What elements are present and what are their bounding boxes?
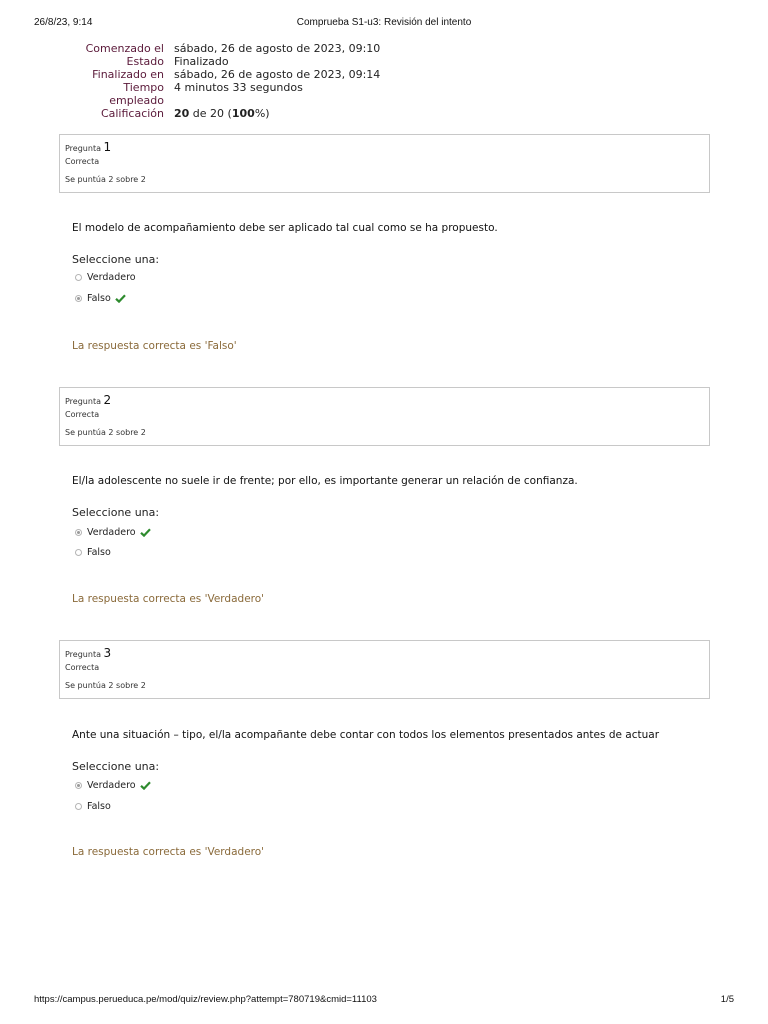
radio-button-selected[interactable] [75, 782, 82, 789]
question-state: Correcta [65, 663, 100, 672]
option-label: Falso [87, 292, 111, 304]
page-number: 1/5 [720, 994, 734, 1005]
question-grade: Se puntúa 2 sobre 2 [65, 681, 146, 690]
print-title: Comprueba S1-u3: Revisión del intento [296, 17, 472, 28]
question-info-2 [59, 387, 710, 446]
question-state: Correcta [65, 157, 100, 166]
question-text-2: El/la adolescente no suele ir de frente; por ello, es importante generar un relación de confianza. [72, 475, 578, 487]
started-value: sábado, 26 de agosto de 2023, 09:10 [174, 42, 381, 55]
print-date: 26/8/23, 9:14 [34, 17, 93, 28]
select-prompt-1: Seleccione una: [72, 253, 160, 266]
question-number-line [65, 393, 704, 407]
finished-label: Finalizado en [92, 68, 164, 81]
question-number: 1 [103, 140, 112, 154]
correct-answer-feedback-3: La respuesta correcta es 'Verdadero' [72, 846, 265, 858]
question-number-line [65, 646, 704, 660]
question-grade: Se puntúa 2 sobre 2 [65, 175, 146, 184]
option-label: Falso [87, 800, 111, 812]
option-falso-1[interactable] [75, 291, 126, 305]
select-prompt-2: Seleccione una: [72, 506, 160, 519]
grade-value [170, 107, 380, 120]
check-icon [140, 528, 151, 537]
radio-button-selected[interactable] [75, 295, 82, 302]
summary-row-time [60, 81, 380, 107]
correct-answer-feedback-2: La respuesta correcta es 'Verdadero' [72, 593, 265, 605]
time-label-line-1: Tiempo [123, 81, 164, 94]
print-header [34, 17, 734, 31]
radio-button[interactable] [75, 803, 82, 810]
time-label-line-2: empleado [109, 94, 164, 107]
finished-value: sábado, 26 de agosto de 2023, 09:14 [174, 68, 381, 81]
state-value: Finalizado [174, 55, 229, 68]
attempt-summary [60, 42, 700, 120]
option-falso-3[interactable] [75, 799, 111, 813]
question-grade: Se puntúa 2 sobre 2 [65, 428, 146, 437]
grade-percent: 100 [231, 107, 255, 120]
option-label: Verdadero [87, 526, 136, 538]
radio-button[interactable] [75, 274, 82, 281]
grade-of: de 20 ( [189, 107, 232, 120]
check-icon [140, 781, 151, 790]
grade-label: Calificación [100, 107, 164, 120]
time-value: 4 minutos 33 segundos [174, 81, 303, 94]
question-info-3 [59, 640, 710, 699]
option-verdadero-2[interactable] [75, 525, 151, 539]
question-state: Correcta [65, 410, 100, 419]
question-number-line [65, 140, 704, 154]
grade-score: 20 [174, 107, 190, 120]
radio-button[interactable] [75, 549, 82, 556]
question-label: Pregunta [65, 397, 101, 406]
question-label: Pregunta [65, 144, 101, 153]
radio-button-selected[interactable] [75, 529, 82, 536]
question-text-3: Ante una situación – tipo, el/la acompañante debe contar con todos los elementos presentados antes de actuar [72, 729, 660, 741]
option-verdadero-1[interactable] [75, 270, 136, 284]
option-label: Verdadero [87, 779, 136, 791]
question-label: Pregunta [65, 650, 101, 659]
state-label: Estado [126, 55, 164, 68]
attempt-summary-table [60, 42, 380, 120]
question-info-1 [59, 134, 710, 193]
option-verdadero-3[interactable] [75, 778, 151, 792]
option-falso-2[interactable] [75, 545, 111, 559]
grade-suffix: %) [254, 107, 270, 120]
summary-row-started [60, 42, 380, 55]
select-prompt-3: Seleccione una: [72, 760, 160, 773]
check-icon [115, 294, 126, 303]
print-footer [34, 994, 734, 1008]
question-text-1: El modelo de acompañamiento debe ser aplicado tal cual como se ha propuesto. [72, 222, 498, 234]
page-url: https://campus.perueduca.pe/mod/quiz/review.php?attempt=780719&cmid=11103 [34, 994, 377, 1005]
summary-row-finished [60, 68, 380, 81]
option-label: Falso [87, 546, 111, 558]
summary-row-state [60, 55, 380, 68]
correct-answer-feedback-1: La respuesta correcta es 'Falso' [72, 340, 237, 352]
question-number: 3 [103, 646, 112, 660]
started-label: Comenzado el [85, 42, 164, 55]
summary-row-grade [60, 107, 380, 120]
option-label: Verdadero [87, 271, 136, 283]
time-label [60, 81, 170, 107]
question-number: 2 [103, 393, 112, 407]
